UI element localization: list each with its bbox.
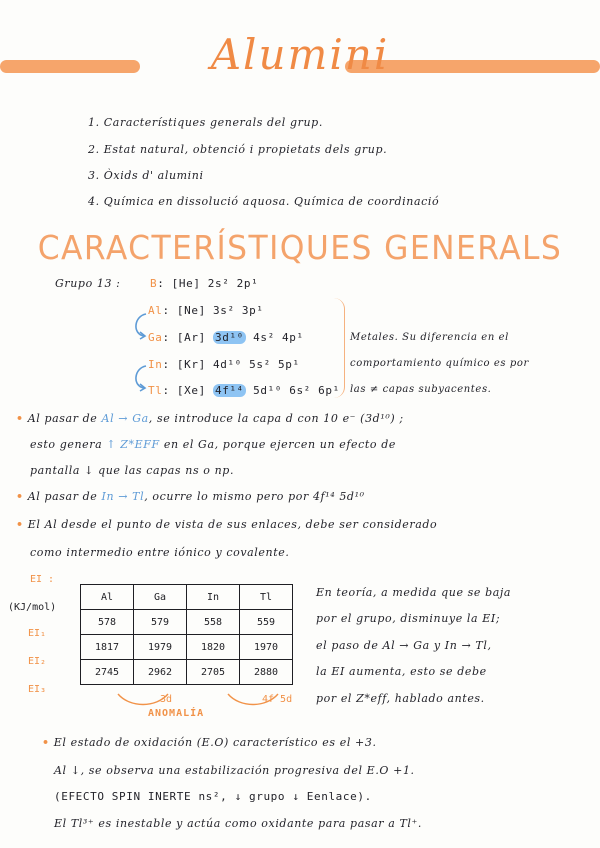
ei-unit: (KJ/mol) [8,602,57,613]
element-symbol: B [150,277,158,290]
ox-line-4: El Tl³⁺ es inestable y actúa como oxidante para pasar a Tl⁺. [54,817,423,830]
bullet-2 [16,490,365,503]
table-header: Tl [240,585,293,610]
index-item: 4. Química en dissolució aquosa. Química de coordinació [88,195,440,208]
config-text: : [Xe] [162,384,214,397]
table-header-row [81,585,293,610]
ei-side-note: por el Z*eff, hablado antes. [316,692,485,705]
config-in [148,358,300,371]
index-item: 2. Estat natural, obtenció i propietats dels grup. [88,143,388,156]
ei-side-note: la EI aumenta, esto se debe [316,665,487,678]
table-row [81,635,293,660]
table-row [81,610,293,635]
element-symbol: Al [148,304,163,317]
metals-note: Metales. Su diferencia en el [350,332,509,343]
config-text: : [Ar] [162,331,214,344]
ox-line-2: Al ↓, se observa una estabilización progresiva del E.O +1. [54,764,415,777]
table-header: In [187,585,240,610]
metals-note: las ≠ capas subyacentes. [350,384,492,395]
bullet-3-line-2: como intermedio entre iónico y covalente. [30,546,290,559]
bullet-text: El Al desde el punto de vista de sus enlaces, debe ser considerado [27,518,438,531]
bullet-text: , ocurre lo mismo pero por 4f¹⁴ 5d¹⁰ [144,490,365,503]
metals-note: comportamiento químico es por [350,358,529,369]
ei-row-label: EI₁ [28,628,47,639]
table-cell: 1970 [240,635,293,660]
table-cell: 1979 [134,635,187,660]
annotation-3d: 3d [160,694,173,705]
element-symbol: Ga [148,331,163,344]
ei-table [80,584,293,685]
element-symbol: Tl [148,384,163,397]
bullet-dot: • [16,490,24,503]
bullet-text: , se introduce la capa d con 10 e⁻ (3d¹⁰) ; [148,412,404,425]
blue-arrow-text: In → Tl [101,490,145,503]
table-cell: 558 [187,610,240,635]
ox-line-1 [42,736,377,749]
bullet-1-line-1 [16,412,404,425]
bullet-text: Al pasar de [27,412,98,425]
table-cell: 2745 [81,660,134,685]
index-item: 1. Característiques generals del grup. [88,116,323,129]
grupo-label: Grupo 13 : [55,277,121,290]
bullet-dot: • [42,736,50,749]
bullet-dot: • [16,412,24,425]
pair-arrows [128,312,158,402]
anomaly-label: ANOMALÍA [148,708,205,719]
ei-row-label: EI₂ [28,656,47,667]
config-text: : [Ne] 3s² 3p¹ [162,304,264,317]
brace [334,298,345,398]
table-cell: 579 [134,610,187,635]
table-cell: 2705 [187,660,240,685]
anomaly-arrows [110,690,330,710]
section-heading: CARACTERÍSTIQUES GENERALS [37,228,563,267]
ei-side-note: por el grupo, disminuye la EI; [316,612,501,625]
bullet-dot: • [16,518,24,531]
ei-title: EI : [30,574,55,585]
bullet-3-line-1 [16,518,437,531]
table-row [81,660,293,685]
element-symbol: In [148,358,163,371]
table-header: Al [81,585,134,610]
table-cell: 2962 [134,660,187,685]
table-cell: 559 [240,610,293,635]
bullet-text: esto genera [30,438,103,451]
page-title: Alumini [210,30,390,79]
table-cell: 1820 [187,635,240,660]
config-text: 5d¹⁰ 6s² 6p¹ [245,384,340,397]
table-cell: 578 [81,610,134,635]
config-b [150,277,258,290]
bullet-1-line-3: pantalla ↓ que las capas ns o np. [30,464,235,477]
ei-side-note: el paso de Al → Ga y In → Tl, [316,639,492,652]
blue-arrow-text: ↑ Z*EFF [106,438,160,451]
config-al [148,304,264,317]
table-header: Ga [134,585,187,610]
index-item: 3. Òxids d' alumini [88,169,204,182]
ox-line-3: (EFECTO SPIN INERTE ns², ↓ grupo ↓ Eenlace). [54,790,372,803]
table-cell: 1817 [81,635,134,660]
config-ga [148,331,304,344]
annotation-4f5d: 4f 5d [262,694,293,705]
config-text: 4s² 4p¹ [245,331,304,344]
highlight-3d: 3d¹⁰ [215,331,244,344]
bullet-text: Al pasar de [27,490,98,503]
config-text: : [He] 2s² 2p¹ [157,277,259,290]
bullet-1-line-2 [30,438,396,451]
ei-side-note: En teoría, a medida que se baja [316,586,512,599]
ei-row-label: EI₃ [28,684,47,695]
bullet-text: en el Ga, porque ejercen un efecto de [163,438,396,451]
config-text: : [Kr] 4d¹⁰ 5s² 5p¹ [162,358,300,371]
highlight-4f: 4f¹⁴ [215,384,244,397]
ox-text: El estado de oxidación (E.O) característico es el +3. [53,736,377,749]
config-tl [148,384,340,397]
table-cell: 2880 [240,660,293,685]
blue-arrow-text: Al → Ga [101,412,149,425]
